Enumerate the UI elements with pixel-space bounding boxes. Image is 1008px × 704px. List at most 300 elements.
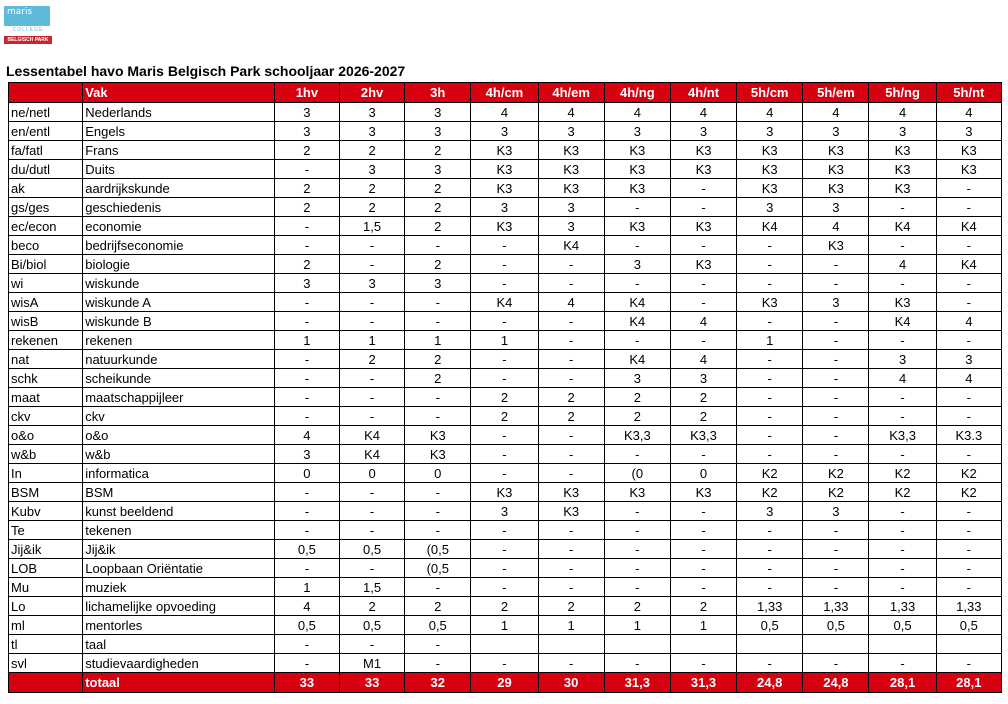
- table-row: [9, 483, 1002, 502]
- hours-cell: -: [405, 521, 471, 540]
- header-column: 5h/em: [803, 83, 869, 103]
- hours-cell: 1,5: [339, 217, 404, 236]
- subject-code: svl: [9, 654, 83, 673]
- hours-cell: -: [936, 198, 1001, 217]
- lessentabel: [8, 82, 1002, 693]
- header-column: 3h: [405, 83, 471, 103]
- hours-cell: 3: [803, 122, 869, 141]
- hours-cell: -: [538, 654, 604, 673]
- hours-cell: 3: [405, 122, 471, 141]
- hours-cell: K3: [737, 141, 803, 160]
- hours-cell: -: [604, 540, 670, 559]
- hours-cell: -: [471, 350, 538, 369]
- header-column: 1hv: [274, 83, 339, 103]
- hours-cell: 2: [405, 198, 471, 217]
- subject-code: gs/ges: [9, 198, 83, 217]
- hours-cell: 3: [869, 350, 936, 369]
- hours-cell: 3: [538, 217, 604, 236]
- subject-name: maatschappijleer: [83, 388, 275, 407]
- hours-cell: K4: [869, 312, 936, 331]
- hours-cell: K3: [670, 141, 736, 160]
- hours-cell: 0,5: [274, 540, 339, 559]
- subject-code: Jij&ik: [9, 540, 83, 559]
- hours-cell: (0,5: [405, 540, 471, 559]
- hours-cell: -: [670, 293, 736, 312]
- table-row: [9, 141, 1002, 160]
- subject-name: o&o: [83, 426, 275, 445]
- hours-cell: K2: [936, 464, 1001, 483]
- hours-cell: K2: [803, 464, 869, 483]
- hours-cell: K3: [869, 160, 936, 179]
- hours-cell: -: [936, 293, 1001, 312]
- hours-cell: -: [803, 312, 869, 331]
- hours-cell: 4: [538, 293, 604, 312]
- hours-cell: -: [936, 236, 1001, 255]
- hours-cell: 1: [471, 331, 538, 350]
- subject-name: biologie: [83, 255, 275, 274]
- hours-cell: K3: [538, 483, 604, 502]
- total-cell: 24,8: [803, 673, 869, 693]
- hours-cell: 0,5: [339, 616, 404, 635]
- hours-cell: K3: [670, 483, 736, 502]
- hours-cell: K4: [538, 236, 604, 255]
- hours-cell: -: [737, 654, 803, 673]
- hours-cell: -: [471, 540, 538, 559]
- hours-cell: -: [737, 559, 803, 578]
- hours-cell: -: [405, 635, 471, 654]
- hours-cell: -: [538, 350, 604, 369]
- table-row: [9, 236, 1002, 255]
- hours-cell: K3: [405, 445, 471, 464]
- hours-cell: 4: [471, 103, 538, 122]
- hours-cell: 3: [405, 274, 471, 293]
- hours-cell: K3: [405, 426, 471, 445]
- hours-cell: -: [274, 350, 339, 369]
- hours-cell: -: [604, 654, 670, 673]
- hours-cell: -: [405, 483, 471, 502]
- table-row: [9, 198, 1002, 217]
- hours-cell: K2: [737, 464, 803, 483]
- hours-cell: 2: [274, 198, 339, 217]
- hours-cell: (0,5: [405, 559, 471, 578]
- hours-cell: 4: [803, 103, 869, 122]
- subject-name: Engels: [83, 122, 275, 141]
- hours-cell: K3: [604, 141, 670, 160]
- hours-cell: 4: [936, 103, 1001, 122]
- hours-cell: -: [405, 578, 471, 597]
- hours-cell: K3: [803, 236, 869, 255]
- hours-cell: 3: [405, 103, 471, 122]
- hours-cell: K2: [737, 483, 803, 502]
- hours-cell: 2: [339, 597, 404, 616]
- hours-cell: -: [936, 521, 1001, 540]
- hours-cell: 0,5: [405, 616, 471, 635]
- hours-cell: 3: [803, 502, 869, 521]
- hours-cell: -: [803, 388, 869, 407]
- hours-cell: -: [405, 502, 471, 521]
- hours-cell: K3.3: [936, 426, 1001, 445]
- hours-cell: -: [737, 407, 803, 426]
- hours-cell: -: [737, 312, 803, 331]
- hours-cell: 3: [471, 122, 538, 141]
- hours-cell: -: [737, 540, 803, 559]
- hours-cell: -: [274, 236, 339, 255]
- hours-cell: K2: [803, 483, 869, 502]
- hours-cell: 3: [670, 369, 736, 388]
- page-title: Lessentabel havo Maris Belgisch Park schooljaar 2026-2027: [6, 63, 406, 79]
- subject-code: ne/netl: [9, 103, 83, 122]
- hours-cell: 4: [670, 350, 736, 369]
- hours-cell: 3: [339, 160, 404, 179]
- hours-cell: -: [274, 559, 339, 578]
- table-row: [9, 445, 1002, 464]
- hours-cell: -: [803, 274, 869, 293]
- hours-cell: 2: [670, 407, 736, 426]
- hours-cell: 1: [471, 616, 538, 635]
- subject-code: BSM: [9, 483, 83, 502]
- total-row: [9, 673, 1002, 693]
- hours-cell: -: [471, 521, 538, 540]
- hours-cell: K3: [869, 179, 936, 198]
- hours-cell: 2: [604, 407, 670, 426]
- hours-cell: 4: [869, 369, 936, 388]
- hours-cell: K3: [803, 179, 869, 198]
- hours-cell: K3: [936, 141, 1001, 160]
- subject-code: wisB: [9, 312, 83, 331]
- header-column: 2hv: [339, 83, 404, 103]
- hours-cell: 3: [737, 122, 803, 141]
- hours-cell: -: [604, 521, 670, 540]
- header-column: 5h/nt: [936, 83, 1001, 103]
- footer-code-cell: [9, 673, 83, 693]
- subject-name: economie: [83, 217, 275, 236]
- hours-cell: -: [869, 502, 936, 521]
- hours-cell: K3: [604, 179, 670, 198]
- hours-cell: 0: [670, 464, 736, 483]
- hours-cell: K3: [471, 179, 538, 198]
- table-row: [9, 578, 1002, 597]
- hours-cell: -: [869, 445, 936, 464]
- hours-cell: 2: [339, 198, 404, 217]
- table-row: [9, 312, 1002, 331]
- hours-cell: K4: [339, 426, 404, 445]
- hours-cell: -: [405, 654, 471, 673]
- hours-cell: -: [936, 179, 1001, 198]
- subject-name: BSM: [83, 483, 275, 502]
- hours-cell: 3: [803, 293, 869, 312]
- hours-cell: 0: [405, 464, 471, 483]
- hours-cell: 2: [604, 597, 670, 616]
- hours-cell: 4: [670, 103, 736, 122]
- hours-cell: -: [471, 445, 538, 464]
- hours-cell: [538, 635, 604, 654]
- hours-cell: 4: [670, 312, 736, 331]
- subject-code: ml: [9, 616, 83, 635]
- hours-cell: 4: [869, 255, 936, 274]
- hours-cell: -: [803, 407, 869, 426]
- hours-cell: -: [869, 236, 936, 255]
- hours-cell: 2: [471, 407, 538, 426]
- hours-cell: -: [274, 388, 339, 407]
- hours-cell: -: [936, 388, 1001, 407]
- hours-cell: 3: [274, 445, 339, 464]
- subject-name: tekenen: [83, 521, 275, 540]
- hours-cell: -: [737, 521, 803, 540]
- header-column: 5h/cm: [737, 83, 803, 103]
- hours-cell: -: [274, 635, 339, 654]
- hours-cell: 3: [405, 160, 471, 179]
- hours-cell: 4: [803, 217, 869, 236]
- subject-name: natuurkunde: [83, 350, 275, 369]
- hours-cell: -: [339, 293, 404, 312]
- hours-cell: K3,3: [869, 426, 936, 445]
- hours-cell: -: [405, 407, 471, 426]
- hours-cell: K4: [936, 217, 1001, 236]
- subject-name: Loopbaan Oriëntatie: [83, 559, 275, 578]
- hours-cell: 3: [471, 502, 538, 521]
- hours-cell: -: [869, 198, 936, 217]
- subject-code: Kubv: [9, 502, 83, 521]
- hours-cell: -: [339, 521, 404, 540]
- hours-cell: -: [538, 578, 604, 597]
- hours-cell: K2: [869, 464, 936, 483]
- hours-cell: K3: [471, 141, 538, 160]
- table-row: [9, 635, 1002, 654]
- hours-cell: -: [405, 312, 471, 331]
- subject-code: Lo: [9, 597, 83, 616]
- hours-cell: -: [737, 350, 803, 369]
- hours-cell: -: [737, 578, 803, 597]
- hours-cell: -: [936, 578, 1001, 597]
- header-column: 4h/cm: [471, 83, 538, 103]
- hours-cell: -: [803, 350, 869, 369]
- hours-cell: -: [538, 331, 604, 350]
- hours-cell: -: [670, 198, 736, 217]
- table-row: [9, 597, 1002, 616]
- table-row: [9, 559, 1002, 578]
- hours-cell: [803, 635, 869, 654]
- hours-cell: 2: [339, 350, 404, 369]
- hours-cell: K3: [803, 160, 869, 179]
- hours-cell: K3: [538, 502, 604, 521]
- hours-cell: 1: [737, 331, 803, 350]
- hours-cell: [936, 635, 1001, 654]
- hours-cell: 2: [405, 369, 471, 388]
- subject-name: wiskunde A: [83, 293, 275, 312]
- total-cell: 31,3: [604, 673, 670, 693]
- subject-code: ckv: [9, 407, 83, 426]
- hours-cell: -: [869, 540, 936, 559]
- hours-cell: K3: [471, 483, 538, 502]
- hours-cell: [670, 635, 736, 654]
- hours-cell: -: [869, 274, 936, 293]
- table-row: [9, 160, 1002, 179]
- subject-name: aardrijkskunde: [83, 179, 275, 198]
- hours-cell: K3: [538, 141, 604, 160]
- total-cell: 28,1: [936, 673, 1001, 693]
- hours-cell: -: [339, 407, 404, 426]
- hours-cell: K3: [538, 179, 604, 198]
- hours-cell: 1,33: [936, 597, 1001, 616]
- hours-cell: -: [339, 635, 404, 654]
- hours-cell: 4: [538, 103, 604, 122]
- subject-code: w&b: [9, 445, 83, 464]
- hours-cell: -: [471, 559, 538, 578]
- hours-cell: K3: [737, 293, 803, 312]
- hours-cell: -: [936, 331, 1001, 350]
- subject-code: rekenen: [9, 331, 83, 350]
- hours-cell: 3: [604, 255, 670, 274]
- table-row: [9, 274, 1002, 293]
- hours-cell: -: [737, 445, 803, 464]
- hours-cell: K4: [604, 312, 670, 331]
- hours-cell: 2: [405, 217, 471, 236]
- subject-code: maat: [9, 388, 83, 407]
- hours-cell: K3: [604, 160, 670, 179]
- hours-cell: -: [274, 160, 339, 179]
- total-cell: 33: [274, 673, 339, 693]
- hours-cell: 2: [405, 141, 471, 160]
- hours-cell: 4: [869, 103, 936, 122]
- hours-cell: 2: [405, 179, 471, 198]
- hours-cell: K3: [737, 160, 803, 179]
- hours-cell: K3: [538, 160, 604, 179]
- hours-cell: -: [869, 559, 936, 578]
- hours-cell: -: [538, 559, 604, 578]
- subject-name: kunst beeldend: [83, 502, 275, 521]
- hours-cell: -: [604, 198, 670, 217]
- table-row: [9, 293, 1002, 312]
- hours-cell: -: [538, 445, 604, 464]
- subject-code: fa/fatl: [9, 141, 83, 160]
- hours-cell: -: [538, 274, 604, 293]
- hours-cell: -: [405, 293, 471, 312]
- hours-cell: 0,5: [936, 616, 1001, 635]
- subject-name: studievaardigheden: [83, 654, 275, 673]
- hours-cell: -: [803, 578, 869, 597]
- hours-cell: -: [737, 236, 803, 255]
- hours-cell: 4: [274, 426, 339, 445]
- hours-cell: 1: [405, 331, 471, 350]
- hours-cell: 2: [339, 141, 404, 160]
- hours-cell: 3: [538, 198, 604, 217]
- hours-cell: -: [803, 521, 869, 540]
- total-cell: 32: [405, 673, 471, 693]
- hours-cell: 2: [405, 597, 471, 616]
- hours-cell: 3: [604, 369, 670, 388]
- hours-cell: 2: [604, 388, 670, 407]
- total-label: totaal: [83, 673, 275, 693]
- hours-cell: 3: [936, 122, 1001, 141]
- hours-cell: K3,3: [670, 426, 736, 445]
- hours-cell: -: [869, 331, 936, 350]
- hours-cell: 0: [339, 464, 404, 483]
- hours-cell: -: [670, 274, 736, 293]
- hours-cell: -: [471, 369, 538, 388]
- hours-cell: K4: [869, 217, 936, 236]
- hours-cell: 1: [670, 616, 736, 635]
- hours-cell: -: [869, 388, 936, 407]
- subject-name: lichamelijke opvoeding: [83, 597, 275, 616]
- hours-cell: -: [538, 464, 604, 483]
- hours-cell: 4: [936, 369, 1001, 388]
- hours-cell: -: [471, 464, 538, 483]
- hours-cell: -: [803, 540, 869, 559]
- hours-cell: 2: [538, 388, 604, 407]
- hours-cell: -: [604, 236, 670, 255]
- hours-cell: 2: [670, 388, 736, 407]
- hours-cell: 1,33: [803, 597, 869, 616]
- hours-cell: -: [538, 426, 604, 445]
- hours-cell: -: [670, 559, 736, 578]
- hours-cell: -: [604, 578, 670, 597]
- hours-cell: 2: [471, 388, 538, 407]
- hours-cell: 3: [670, 122, 736, 141]
- subject-code: In: [9, 464, 83, 483]
- subject-code: beco: [9, 236, 83, 255]
- hours-cell: -: [274, 312, 339, 331]
- hours-cell: 1,5: [339, 578, 404, 597]
- total-cell: 30: [538, 673, 604, 693]
- total-cell: 33: [339, 673, 404, 693]
- hours-cell: K3: [604, 217, 670, 236]
- hours-cell: -: [803, 331, 869, 350]
- table-row: [9, 540, 1002, 559]
- total-cell: 31,3: [670, 673, 736, 693]
- hours-cell: -: [936, 654, 1001, 673]
- hours-cell: 0,5: [869, 616, 936, 635]
- total-cell: 24,8: [737, 673, 803, 693]
- table-row: [9, 464, 1002, 483]
- hours-cell: K2: [936, 483, 1001, 502]
- hours-cell: -: [604, 502, 670, 521]
- header-vak: Vak: [83, 83, 275, 103]
- subject-name: Jij&ik: [83, 540, 275, 559]
- hours-cell: 0,5: [339, 540, 404, 559]
- hours-cell: -: [274, 502, 339, 521]
- hours-cell: 3: [737, 502, 803, 521]
- subject-name: wiskunde: [83, 274, 275, 293]
- subject-name: wiskunde B: [83, 312, 275, 331]
- subject-code: Mu: [9, 578, 83, 597]
- subject-name: ckv: [83, 407, 275, 426]
- subject-name: informatica: [83, 464, 275, 483]
- hours-cell: [604, 635, 670, 654]
- header-code-cell: [9, 83, 83, 103]
- table-row: [9, 331, 1002, 350]
- table-row: [9, 122, 1002, 141]
- hours-cell: K3: [670, 217, 736, 236]
- hours-cell: -: [737, 369, 803, 388]
- hours-cell: 2: [274, 255, 339, 274]
- hours-cell: -: [538, 312, 604, 331]
- hours-cell: -: [274, 217, 339, 236]
- hours-cell: -: [803, 445, 869, 464]
- table-row: [9, 616, 1002, 635]
- hours-cell: K4: [737, 217, 803, 236]
- hours-cell: -: [471, 236, 538, 255]
- hours-cell: -: [274, 483, 339, 502]
- hours-cell: -: [737, 388, 803, 407]
- hours-cell: K3: [737, 179, 803, 198]
- hours-cell: -: [339, 483, 404, 502]
- subject-name: bedrijfseconomie: [83, 236, 275, 255]
- hours-cell: 3: [339, 274, 404, 293]
- hours-cell: 3: [737, 198, 803, 217]
- hours-cell: -: [538, 521, 604, 540]
- hours-cell: 2: [538, 407, 604, 426]
- hours-cell: -: [869, 654, 936, 673]
